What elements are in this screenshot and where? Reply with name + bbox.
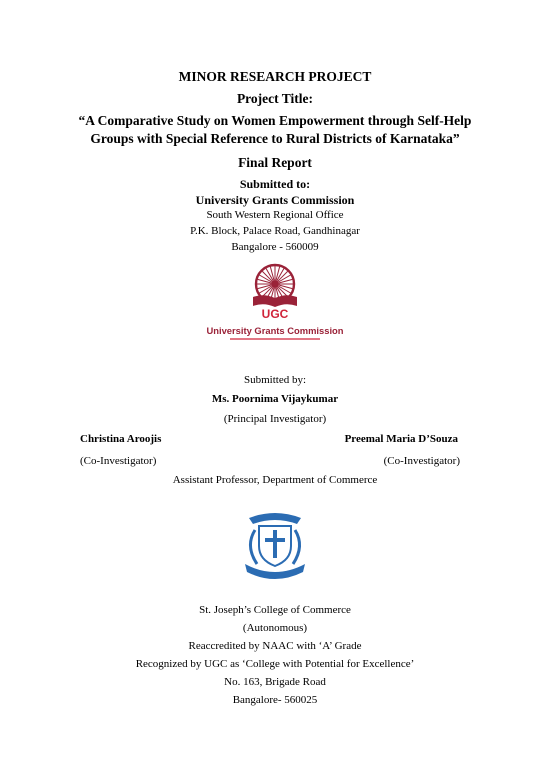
college-logo xyxy=(235,510,315,578)
report-type: Final Report xyxy=(238,155,312,170)
ugc-abbr: UGC xyxy=(261,307,289,321)
project-title-line-2: Groups with Special Reference to Rural Districts of Karnataka” xyxy=(90,131,460,146)
submitted-to-org: University Grants Commission xyxy=(195,193,355,207)
principal-investigator-role: (Principal Investigator) xyxy=(223,413,327,425)
submitted-to-address-1: P.K. Block, Palace Road, Gandhinagar xyxy=(190,225,360,237)
submitted-to-address-2: Bangalore - 560009 xyxy=(231,241,319,253)
submitted-by-label: Submitted by: xyxy=(243,374,307,386)
college-address-2: Bangalore- 560025 xyxy=(232,694,318,706)
co-investigator-roles xyxy=(80,455,460,467)
college-status: (Autonomous) xyxy=(242,622,308,634)
ugc-emblem-icon xyxy=(253,265,297,307)
project-title-line-1: “A Comparative Study on Women Empowerment through Self-Help xyxy=(78,113,472,128)
co-investigator-1-name: Christina Aroojis xyxy=(80,433,162,445)
college-address-1: No. 163, Brigade Road xyxy=(224,676,326,688)
college-accreditation: Reaccredited by NAAC with ‘A’ Grade xyxy=(188,640,362,652)
co-investigator-2-name: Preemal Maria D’Souza xyxy=(344,433,458,445)
submitted-to-label: Submitted to: xyxy=(239,177,311,191)
co-investigator-1-role: (Co-Investigator) xyxy=(80,455,157,467)
ugc-logo xyxy=(206,262,344,346)
submitted-to-office: South Western Regional Office xyxy=(206,209,344,221)
co-investigator-names xyxy=(80,433,458,445)
project-title-label: Project Title: xyxy=(236,91,314,106)
report-heading: MINOR RESEARCH PROJECT xyxy=(178,69,372,84)
co-investigator-2-role: (Co-Investigator) xyxy=(383,455,460,467)
ugc-name: University Grants Commission xyxy=(206,325,344,336)
investigators-designation: Assistant Professor, Department of Commerce xyxy=(172,474,378,486)
college-recognition: Recognized by UGC as ‘College with Potential for Excellence’ xyxy=(135,658,415,670)
principal-investigator-name: Ms. Poornima Vijaykumar xyxy=(211,393,339,405)
college-name: St. Joseph’s College of Commerce xyxy=(199,604,351,616)
college-crest-icon xyxy=(245,513,305,579)
